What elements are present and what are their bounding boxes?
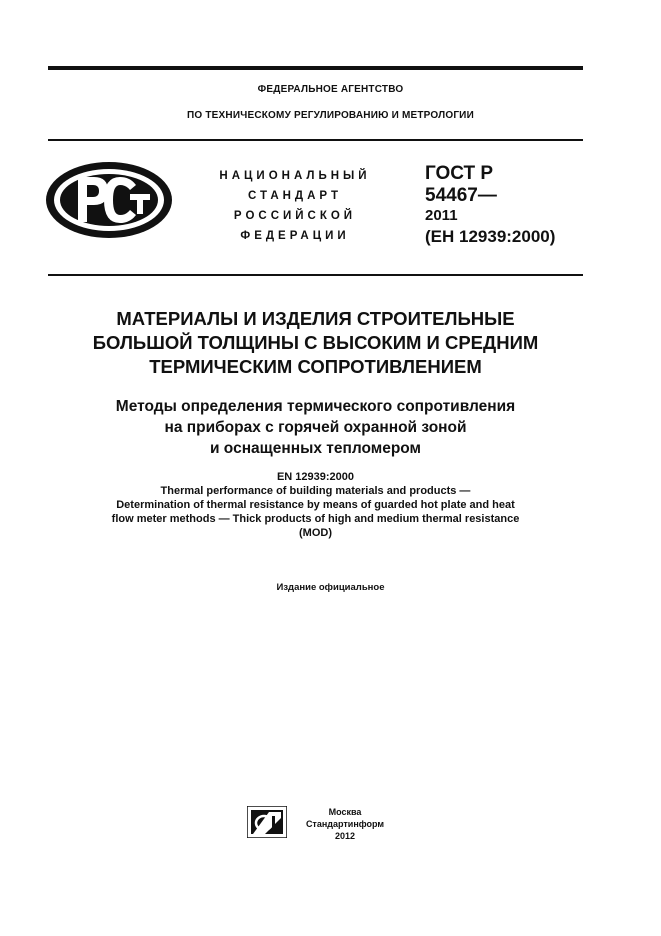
- title-line-1: МАТЕРИАЛЫ И ИЗДЕЛИЯ СТРОИТЕЛЬНЫЕ: [116, 308, 515, 329]
- national-line-3: РОССИЙСКОЙ: [233, 210, 357, 222]
- gost-line-4: (ЕН 12939:2000): [425, 227, 556, 246]
- national-line-4: ФЕДЕРАЦИИ: [240, 230, 350, 242]
- en-line-5: (MOD): [299, 527, 332, 539]
- gost-line-3: 2011: [425, 207, 458, 224]
- rst-certification-logo-icon: [44, 160, 174, 245]
- gost-designation: [425, 163, 555, 249]
- publisher-city: Москва: [328, 807, 362, 817]
- en-line-4: flow meter methods — Thick products of high and medium thermal resistance: [111, 513, 520, 525]
- en-line-1: EN 12939:2000: [276, 471, 355, 483]
- subtitle-line-2: на приборах с горячей охранной зоной: [164, 419, 467, 436]
- gost-line-1: ГОСТ Р: [425, 163, 494, 184]
- title-line-3: ТЕРМИЧЕСКИМ СОПРОТИВЛЕНИЕМ: [149, 356, 482, 377]
- header-rule: [48, 139, 583, 141]
- title-line-2: БОЛЬШОЙ ТОЛЩИНЫ С ВЫСОКИМ И СРЕДНИМ: [92, 332, 539, 353]
- publisher-name: Стандартинформ: [305, 819, 385, 829]
- en-reference: [48, 470, 583, 540]
- gost-line-2: 54467—: [425, 185, 497, 206]
- document-title: [48, 307, 583, 379]
- section-rule: [48, 274, 583, 276]
- agency-line-2: ПО ТЕХНИЧЕСКОМУ РЕГУЛИРОВАНИЮ И МЕТРОЛОГИИ: [187, 110, 474, 121]
- publisher-year: 2012: [334, 831, 356, 841]
- national-line-2: СТАНДАРТ: [248, 190, 342, 202]
- subtitle-line-1: Методы определения термического сопротивления: [115, 398, 516, 415]
- national-line-1: НАЦИОНАЛЬНЫЙ: [219, 170, 371, 182]
- publisher-info: [305, 806, 385, 842]
- agency-line-1: ФЕДЕРАЛЬНОЕ АГЕНТСТВО: [257, 84, 404, 95]
- subtitle-line-3: и оснащенных тепломером: [209, 440, 422, 457]
- en-line-3: Determination of thermal resistance by means of guarded hot plate and heat: [116, 499, 515, 511]
- document-subtitle: [48, 396, 583, 459]
- top-rule: [48, 66, 583, 70]
- national-standard-label: [205, 166, 385, 246]
- en-line-2: Thermal performance of building materials and products —: [160, 485, 471, 497]
- edition-label: Издание официальное: [276, 582, 385, 593]
- standartinform-logo-icon: [247, 806, 287, 843]
